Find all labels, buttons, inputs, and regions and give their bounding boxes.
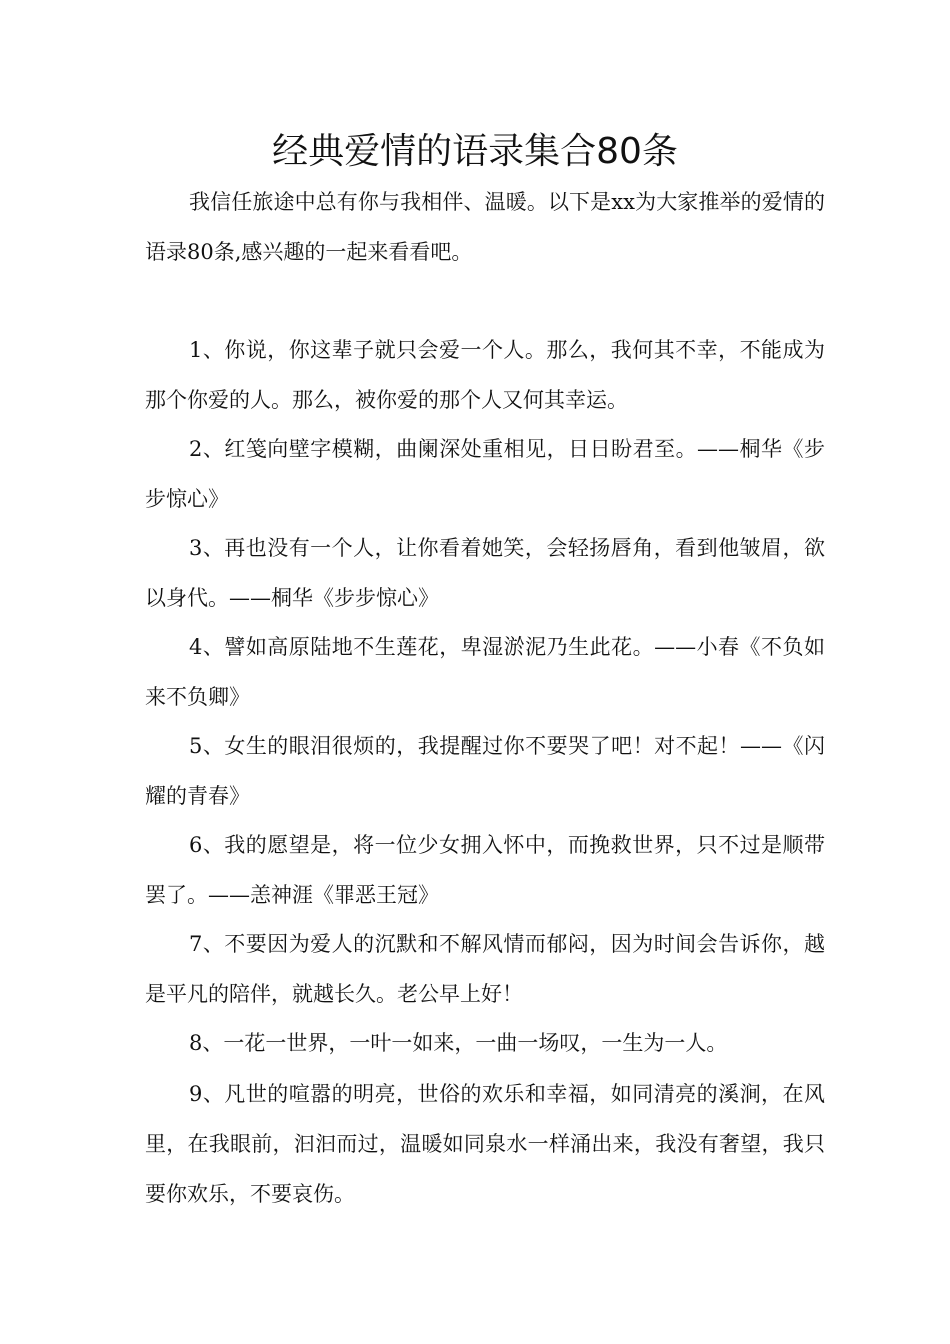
quote-5: 5、女生的眼泪很烦的，我提醒过你不要哭了吧！对不起！——《闪耀的青春》 — [145, 734, 825, 808]
intro-paragraph: 我信任旅途中总有你与我相伴、温暖。以下是xx为大家推举的爱情的语录80条,感兴趣的一起来看看吧。 — [145, 190, 825, 264]
quote-1: 1、你说，你这辈子就只会爱一个人。那么，我何其不幸，不能成为那个你爱的人。那么，被你爱的那个人又何其幸运。 — [145, 338, 825, 412]
quote-3: 3、再也没有一个人，让你看着她笑，会轻扬唇角，看到他皱眉，欲以身代。——桐华《步步惊心》 — [145, 536, 825, 610]
quote-8: 8、一花一世界，一叶一如来，一曲一场叹，一生为一人。 — [189, 1031, 728, 1055]
quote-7: 7、不要因为爱人的沉默和不解风情而郁闷，因为时间会告诉你，越是平凡的陪伴，就越长久。老公早上好！ — [145, 932, 825, 1006]
quote-9: 9、凡世的喧嚣的明亮，世俗的欢乐和幸福，如同清亮的溪涧，在风里，在我眼前，汩汩而过，温暖如同泉水一样涌出来，我没有奢望，我只要你欢乐，不要哀伤。 — [145, 1082, 825, 1206]
quote-4: 4、譬如高原陆地不生莲花，卑湿淤泥乃生此花。——小春《不负如来不负卿》 — [145, 635, 825, 709]
quote-6: 6、我的愿望是，将一位少女拥入怀中，而挽救世界，只不过是顺带罢了。——恙神涯《罪恶王冠》 — [145, 833, 825, 907]
quote-2: 2、红笺向壁字模糊，曲阑深处重相见，日日盼君至。——桐华《步步惊心》 — [145, 437, 825, 511]
document-title: 经典爱情的语录集合80条 — [272, 131, 678, 172]
